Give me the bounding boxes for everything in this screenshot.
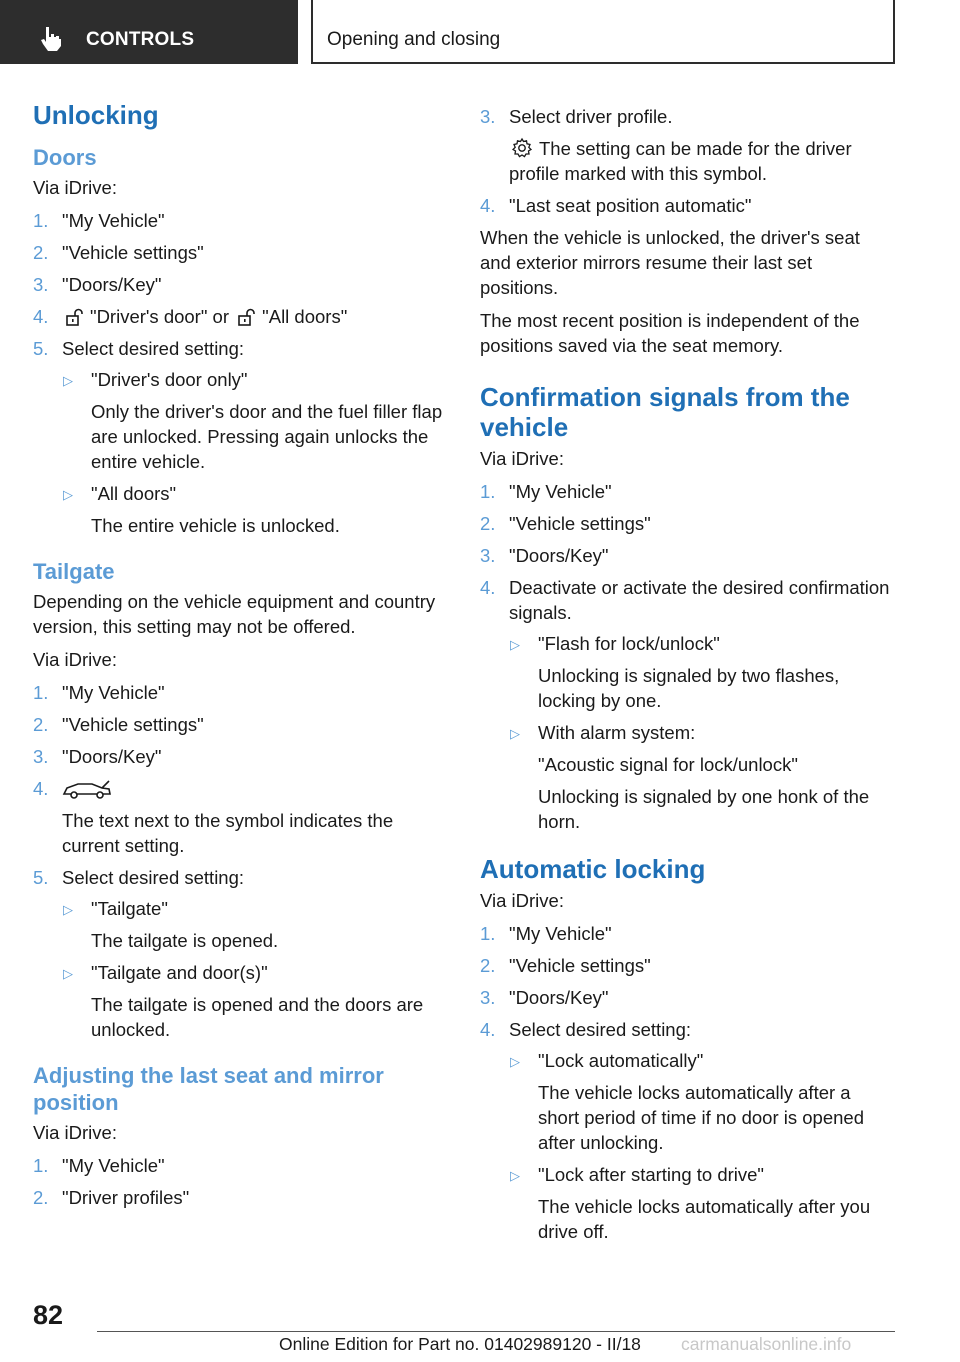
seat-paragraph-2: The most recent position is independent of the positions saved via the seat memory. <box>480 310 860 356</box>
confirmation-steps <box>480 479 892 834</box>
seat-intro: Via iDrive: <box>33 1122 117 1143</box>
list-item: 5. Select desired setting: ▷ "Tailgate" The tailgate is opened. ▷ "Tailgate and door(s)" The tailgate is opened and the doors are unlocked. <box>33 865 445 1042</box>
doors-intro: Via iDrive: <box>33 177 117 198</box>
bullet-icon: ▷ <box>510 1168 520 1183</box>
list-item: 2. "Vehicle settings" <box>33 242 204 263</box>
list-item: 2. "Vehicle settings" <box>480 955 651 976</box>
list-item: 1. "My Vehicle" <box>480 923 612 944</box>
watermark: carmanualsonline.info <box>681 1334 852 1354</box>
car-tailgate-icon <box>62 778 112 800</box>
header-tab <box>0 0 298 64</box>
edition-text: Online Edition for Part no. 01402989120 - II/18 <box>279 1334 641 1354</box>
list-item: ▷ "Lock after starting to drive" The vehicle locks automatically after you drive off. <box>510 1164 871 1242</box>
right-column <box>480 104 892 1251</box>
autolock-steps <box>480 921 892 1244</box>
list-item: 4. "Driver's door" or "All doors" <box>33 306 348 327</box>
autolock-options <box>509 1048 892 1244</box>
list-item: 1. "My Vehicle" <box>33 1155 165 1176</box>
list-item: 4. Select desired setting: ▷ "Lock automatically" The vehicle locks automatically after a short period of time if no door is opened after unlocking. ▷ "Lock after starting to drive" The vehicle locks automatically after you drive off. <box>480 1017 892 1244</box>
doors-options <box>62 367 445 538</box>
autolock-intro: Via iDrive: <box>480 890 564 911</box>
list-item: 3. Select driver profile. The setting can be made for the driver profile marked with this symbol. <box>480 106 852 184</box>
section-title: Opening and closing <box>327 29 501 50</box>
bullet-icon: ▷ <box>510 1054 520 1069</box>
gear-icon <box>511 137 533 159</box>
bullet-icon: ▷ <box>63 902 73 917</box>
unlock-icon <box>236 307 256 327</box>
tailgate-steps <box>33 680 445 1042</box>
confirmation-title: Confirmation signals from the vehicle <box>480 382 850 442</box>
list-item: 3. "Doors/Key" <box>480 545 609 566</box>
list-item: ▷ "All doors" The entire vehicle is unlocked. <box>63 483 340 536</box>
chapter-label: CONTROLS <box>86 29 195 50</box>
seat-paragraph-1: When the vehicle is unlocked, the driver's seat and exterior mirrors resume their last set positions. <box>480 227 860 298</box>
autolock-title: Automatic locking <box>480 854 706 884</box>
list-item: ▷ "Driver's door only" Only the driver's door and the fuel filler flap are unlocked. Pressing again unlocks the entire vehicle. <box>63 369 443 472</box>
bullet-icon: ▷ <box>510 637 520 652</box>
confirmation-intro: Via iDrive: <box>480 448 564 469</box>
list-item: 5. Select desired setting: ▷ "Driver's door only" Only the driver's door and the fuel filler flap are unlocked. Pressing again unlocks the entire vehicle. ▷ "All doors" The entire vehicle is unlocked. <box>33 336 445 538</box>
tailgate-intro: Via iDrive: <box>33 649 117 670</box>
list-item: ▷ "Tailgate and door(s)" The tailgate is opened and the doors are unlocked. <box>63 962 424 1040</box>
seat-heading: Adjusting the last seat and mirror position <box>33 1063 384 1115</box>
page-number: 82 <box>33 1300 64 1330</box>
list-item: 3. "Doors/Key" <box>33 746 162 767</box>
left-column <box>33 100 445 1217</box>
list-item: 3. "Doors/Key" <box>33 274 162 295</box>
section-header <box>311 0 895 64</box>
list-item: 2. "Vehicle settings" <box>480 513 651 534</box>
list-item: 2. "Vehicle settings" <box>33 714 204 735</box>
seat-steps-right <box>480 104 892 218</box>
doors-heading: Doors <box>33 145 97 170</box>
list-item: 4. The text next to the symbol indicates the current setting. <box>33 778 394 856</box>
list-item: ▷ With alarm system: "Acoustic signal for lock/unlock" Unlocking is signaled by one honk of the horn. <box>510 722 870 832</box>
hand-pointer-icon <box>40 26 62 52</box>
unlock-icon <box>64 307 84 327</box>
unlocking-title: Unlocking <box>33 100 159 130</box>
list-item: ▷ "Flash for lock/unlock" Unlocking is signaled by two flashes, locking by one. <box>510 633 840 711</box>
bullet-icon: ▷ <box>63 966 73 981</box>
list-item: 1. "My Vehicle" <box>480 481 612 502</box>
tailgate-note: Depending on the vehicle equipment and country version, this setting may not be offered. <box>33 591 436 637</box>
list-item: 4. "Last seat position automatic" <box>480 195 752 216</box>
list-item: 4. Deactivate or activate the desired confirmation signals. ▷ "Flash for lock/unlock" Unlocking is signaled by two flashes, locking by one. ▷ With alarm system: "Acoustic signal for lock/unlock" Unlocking is signaled by one honk of the horn. <box>480 575 892 834</box>
doors-steps <box>33 208 445 538</box>
footer-divider <box>97 1331 895 1332</box>
seat-steps-left <box>33 1153 445 1210</box>
list-item: 3. "Doors/Key" <box>480 987 609 1008</box>
list-item: 1. "My Vehicle" <box>33 682 165 703</box>
list-item: ▷ "Lock automatically" The vehicle locks automatically after a short period of time if no door is opened after unlocking. <box>510 1050 864 1153</box>
list-item: 2. "Driver profiles" <box>33 1187 190 1208</box>
tailgate-heading: Tailgate <box>33 559 115 584</box>
bullet-icon: ▷ <box>63 373 73 388</box>
confirmation-options <box>509 631 892 834</box>
list-item: 1. "My Vehicle" <box>33 210 165 231</box>
bullet-icon: ▷ <box>63 487 73 502</box>
list-item: ▷ "Tailgate" The tailgate is opened. <box>63 898 279 951</box>
bullet-icon: ▷ <box>510 726 520 741</box>
tailgate-options <box>62 896 445 1042</box>
